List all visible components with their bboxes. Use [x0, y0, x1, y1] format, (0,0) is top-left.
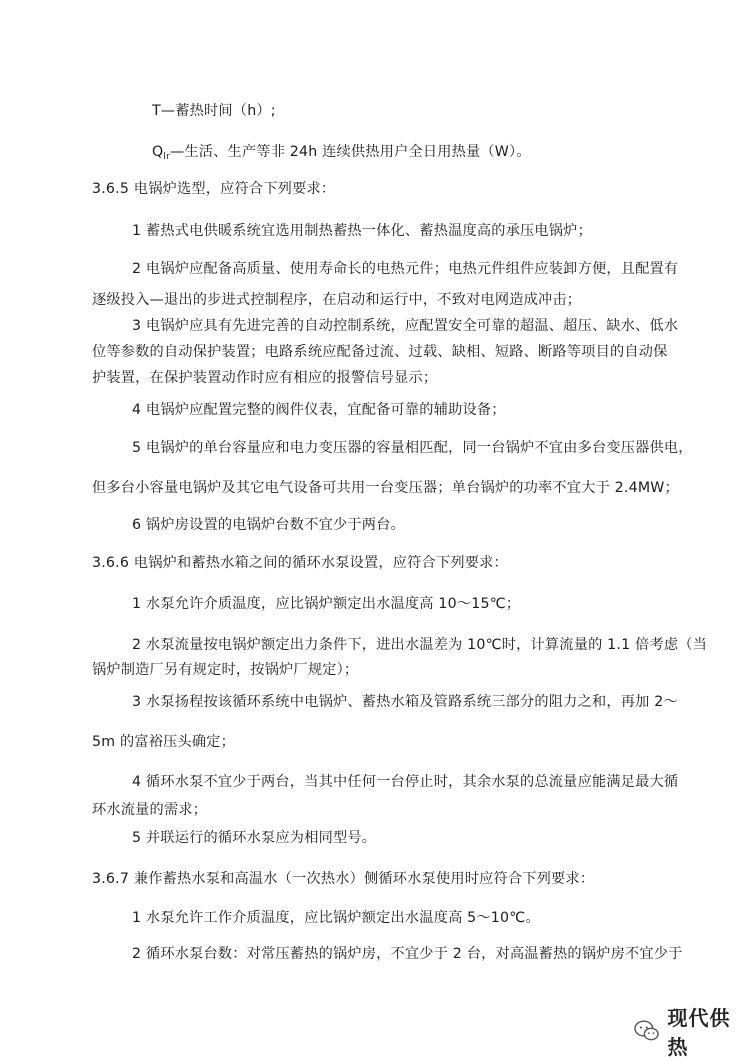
text-line: 位等参数的自动保护装置；电路系统应配备过流、过载、缺相、短路、断路等项目的自动保 [92, 344, 668, 360]
text-line: 2 水泵流量按电锅炉额定出力条件下，进出水温差为 10℃时，计算流量的 1.1 倍考虑（当 [132, 637, 707, 653]
text-line: 但多台小容量电锅炉及其它电气设备可共用一台变压器；单台锅炉的功率不宜大于 2.4MW； [92, 480, 679, 496]
text-line: 1 蓄热式电供暖系统宜选用制热蓄热一体化、蓄热温度高的承压电锅炉； [132, 223, 592, 239]
text-line: 5 电锅炉的单台容量应和电力变压器的容量相匹配，同一台锅炉不宜由多台变压器供电， [132, 440, 693, 456]
formula-symbol: Q [152, 144, 164, 160]
section-heading: 3.6.5 电锅炉选型，应符合下列要求： [92, 181, 336, 197]
text-line: 5 并联运行的循环水泵应为相同型号。 [132, 830, 377, 846]
text-line: T—蓄热时间（h）; [152, 103, 276, 119]
text-line: 1 水泵允许介质温度，应比锅炉额定出水温度高 10～15℃； [132, 596, 521, 612]
section-heading: 3.6.7 兼作蓄热水泵和高温水（一次热水）侧循环水泵使用时应符合下列要求： [92, 871, 595, 887]
watermark-text: 现代供热 [667, 1006, 731, 1059]
wechat-icon [634, 1019, 660, 1043]
text-line: 2 循环水泵台数：对常压蓄热的锅炉房，不宜少于 2 台，对高温蓄热的锅炉房不宜少于 [132, 946, 683, 962]
text-line: 逐级投入—退出的步进式控制程序，在启动和运行中，不致对电网造成冲击； [92, 292, 582, 308]
text-line: 环水流量的需求； [92, 802, 208, 818]
text-line: 3 电锅炉应具有先进完善的自动控制系统，应配置安全可靠的超温、超压、缺水、低水 [132, 318, 679, 334]
text-line-formula [152, 142, 531, 167]
text-line: 4 电锅炉应配置完整的阀件仪表，宜配备可靠的辅助设备； [132, 402, 506, 418]
text-line: 6 锅炉房设置的电锅炉台数不宜少于两台。 [132, 517, 405, 533]
text-line: 1 水泵允许工作介质温度，应比锅炉额定出水温度高 5～10℃。 [132, 910, 540, 926]
text-line: 3 水泵扬程按该循环系统中电锅炉、蓄热水箱及管路系统三部分的阻力之和，再加 2～ [132, 694, 678, 710]
text-line: 5m 的富裕压头确定； [92, 734, 236, 750]
text-line: 2 电锅炉应配备高质量、使用寿命长的电热元件；电热元件组件应装卸方便，且配置有 [132, 261, 679, 277]
text-line: 锅炉制造厂另有规定时，按锅炉厂规定）； [92, 662, 359, 678]
section-heading: 3.6.6 电锅炉和蓄热水箱之间的循环水泵设置，应符合下列要求： [92, 555, 508, 571]
text-line: 护装置，在保护装置动作时应有相应的报警信号显示； [92, 370, 438, 386]
watermark [634, 1006, 750, 1059]
formula-subscript: lr [163, 152, 170, 162]
text-line: 4 循环水泵不宜少于两台，当其中任何一台停止时，其余水泵的总流量应能满足最大循 [132, 774, 679, 790]
formula-definition: —生活、生产等非 24h 连续供热用户全日用热量（W）。 [169, 144, 531, 160]
